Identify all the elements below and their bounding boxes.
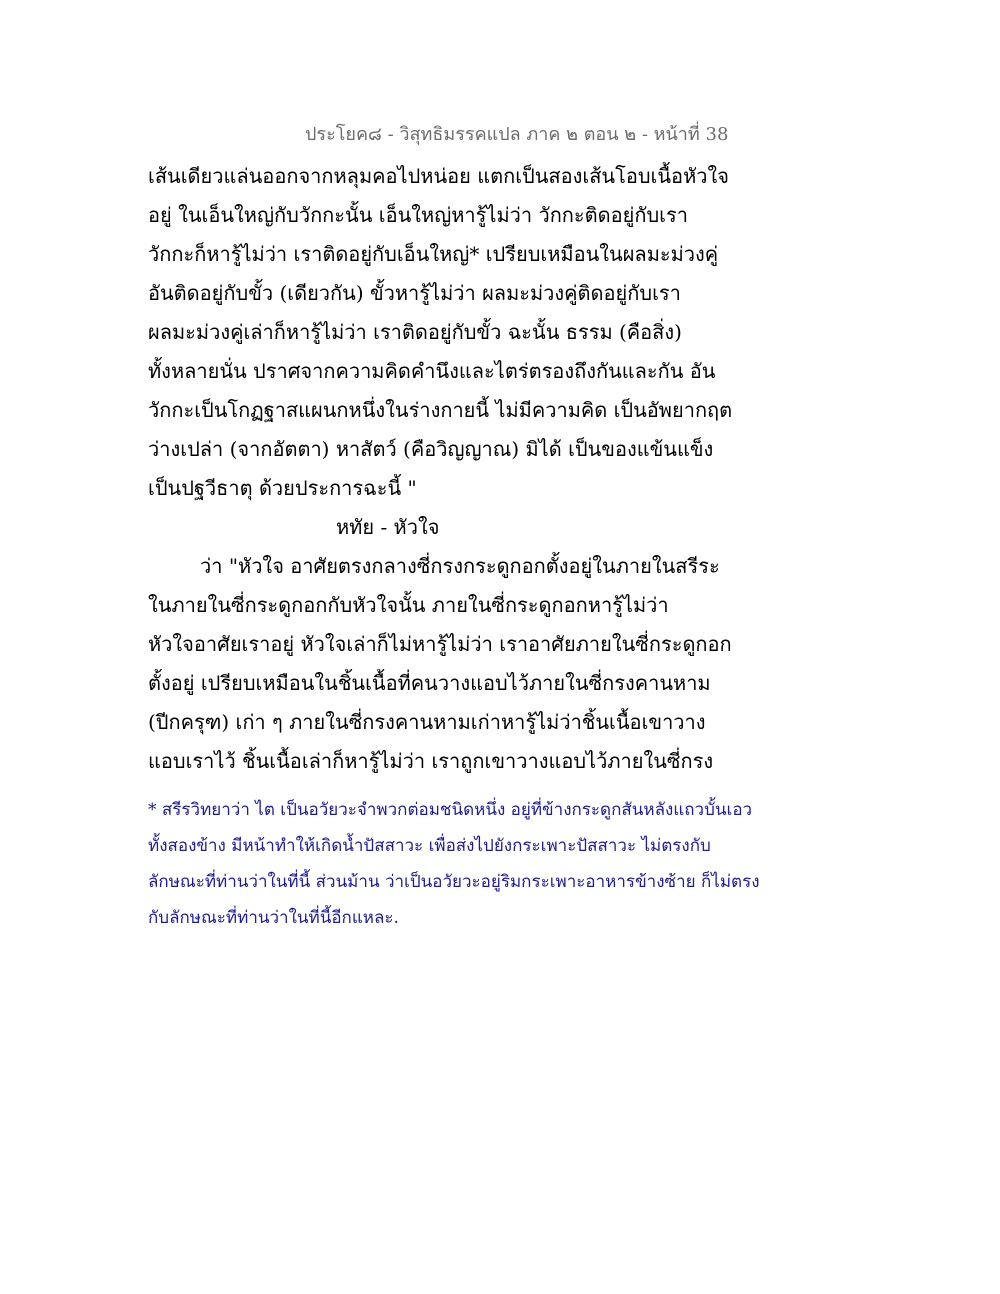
text-line: อยู่ ในเอ็นใหญ่กับวักกะนั้น เอ็นใหญ่หารู้ไม่ว่า วักกะติดอยู่กับเรา (148, 203, 688, 227)
text-line: วักกะก็หารู้ไม่ว่า เราติดอยู่กับเอ็นใหญ่* เปรียบเหมือนในผลมะม่วงคู่ (148, 242, 719, 266)
text-line: วักกะเป็นโกฏฐาสแผนกหนึ่งในร่างกายนี้ ไม่มีความคิด เป็นอัพยากฤต (148, 398, 733, 422)
text-line: เป็นปฐวีธาตุ ด้วยประการฉะนี้ " (148, 476, 417, 500)
footnote-line: ลักษณะที่ท่านว่าในที่นี้ ส่วนม้าน ว่าเป็นอวัยวะอยู่ริมกระเพาะอาหารข้างซ้าย ก็ไม่ตรง (148, 872, 760, 892)
body-text (148, 157, 848, 781)
text-line: หัวใจอาศัยเราอยู่ หัวใจเล่าก็ไม่หารู้ไม่ว่า เราอาศัยภายในซี่กระดูกอก (148, 632, 732, 656)
text-line: ทั้งหลายนั่น ปราศจากความคิดคำนึงและไตร่ตรองถึงกันและกัน อัน (148, 359, 716, 383)
text-line: อันติดอยู่กับขั้ว (เดียวกัน) ขั้วหารู้ไม่ว่า ผลมะม่วงคู่ติดอยู่กับเรา (148, 281, 681, 305)
footnote-line: ทั้งสองข้าง มีหน้าทำให้เกิดน้ำปัสสาวะ เพื่อส่งไปยังกระเพาะปัสสาวะ ไม่ตรงกับ (148, 836, 711, 856)
footnote-line: * สรีรวิทยาว่า ไต เป็นอวัยวะจำพวกต่อมชนิดหนึ่ง อยู่ที่ข้างกระดูกสันหลังแถวบั้นเอว (148, 800, 753, 820)
text-line: ในภายในซี่กระดูกอกกับหัวใจนั้น ภายในซี่กระดูกอกหารู้ไม่ว่า (148, 593, 669, 617)
text-line: แอบเราไว้ ชิ้นเนื้อเล่าก็หารู้ไม่ว่า เราถูกเขาวางแอบไว้ภายในซี่กรง (148, 749, 714, 773)
text-line: ตั้งอยู่ เปรียบเหมือนในชิ้นเนื้อที่คนวางแอบไว้ภายในซี่กรงคานหาม (148, 671, 711, 695)
text-line: ว่า "หัวใจ อาศัยตรงกลางซี่กรงกระดูกอกตั้งอยู่ในภายในสรีระ (200, 554, 720, 578)
section-heading: หทัย - หัวใจ (336, 515, 440, 539)
text-line: (ปีกครุฑ) เก่า ๆ ภายในซี่กรงคานหามเก่าหารู้ไม่ว่าชิ้นเนื้อเขาวาง (148, 710, 706, 734)
text-line: เส้นเดียวแล่นออกจากหลุมคอไปหน่อย แตกเป็นสองเส้นโอบเนื้อหัวใจ (148, 164, 729, 188)
footnote (148, 792, 848, 936)
running-header: ประโยค๘ - วิสุทธิมรรคแปล ภาค ๒ ตอน ๒ - หน้าที่ 38 (305, 124, 729, 145)
text-line: ผลมะม่วงคู่เล่าก็หารู้ไม่ว่า เราติดอยู่กับขั้ว ฉะนั้น ธรรม (คือสิ่ง) (148, 320, 682, 344)
footnote-line: กับลักษณะที่ท่านว่าในที่นี้อีกแหละ. (148, 908, 399, 928)
text-line: ว่างเปล่า (จากอัตตา) หาสัตว์ (คือวิญญาณ) มิได้ เป็นของแข้นแข็ง (148, 437, 714, 461)
